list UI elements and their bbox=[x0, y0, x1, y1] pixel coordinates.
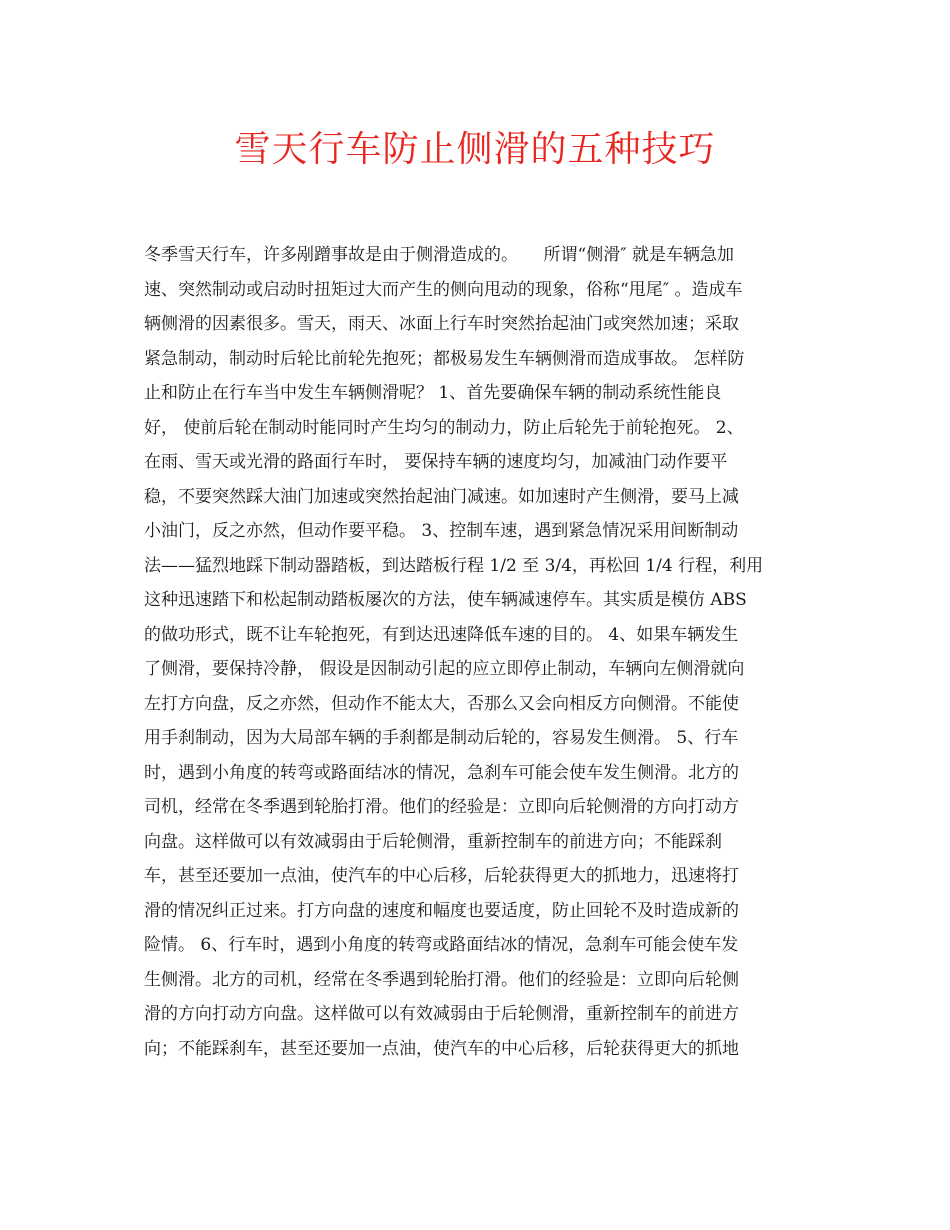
body-text-line: 这种迅速踏下和松起制动踏板屡次的方法，使车辆减速停车。其实质是模仿 ABS bbox=[144, 590, 747, 610]
body-text-line: 时，遇到小角度的转弯或路面结冰的情况，急刹车可能会使车发生侧滑。北方的 bbox=[144, 762, 739, 783]
body-text-line: 左打方向盘，反之亦然，但动作不能太大，否那么又会向相反方向侧滑。不能使 bbox=[144, 693, 739, 714]
body-text-line: 稳，不要突然踩大油门加速或突然抬起油门减速。如加速时产生侧滑，要马上减 bbox=[144, 486, 739, 507]
body-text-line: 辆侧滑的因素很多。雪天，雨天、冰面上行车时突然抬起油门或突然加速；采取 bbox=[144, 314, 739, 334]
document-body bbox=[144, 238, 804, 1066]
body-text-line: 向；不能踩刹车，甚至还要加一点油，使汽车的中心后移，后轮获得更大的抓地 bbox=[144, 1038, 739, 1059]
body-text-line: 滑的方向打动方向盘。这样做可以有效减弱由于后轮侧滑，重新控制车的前进方 bbox=[144, 1004, 739, 1024]
body-text-line: 好， 使前后轮在制动时能同时产生均匀的制动力，防止后轮先于前轮抱死。 2、 bbox=[144, 417, 744, 438]
body-text-line: 车，甚至还要加一点油，使汽车的中心后移，后轮获得更大的抓地力，迅速将打 bbox=[144, 866, 739, 886]
body-text-line: 的做功形式，既不让车轮抱死，有到达迅速降低车速的目的。 4、如果车辆发生 bbox=[144, 624, 739, 645]
body-text-line: 紧急制动，制动时后轮比前轮先抱死；都极易发生车辆侧滑而造成事故。 怎样防 bbox=[144, 348, 745, 369]
body-text-line: 了侧滑，要保持冷静， 假设是因制动引起的应立即停止制动，车辆向左侧滑就向 bbox=[144, 659, 745, 679]
body-text-line: 用手刹制动，因为大局部车辆的手刹都是制动后轮的，容易发生侧滑。 5、行车 bbox=[144, 728, 739, 748]
page-title: 雪天行车防止侧滑的五种技巧 bbox=[234, 129, 716, 170]
body-text-line: 法——猛烈地踩下制动器踏板，到达踏板行程 1/2 至 3/4，再松回 1/4 行程，利用 bbox=[144, 555, 764, 576]
body-text-line: 险情。 6、行车时，遇到小角度的转弯或路面结冰的情况，急刹车可能会使车发 bbox=[144, 935, 739, 955]
body-text-line: 生侧滑。北方的司机，经常在冬季遇到轮胎打滑。他们的经验是：立即向后轮侧 bbox=[144, 969, 739, 990]
body-text-line: 速、突然制动或启动时扭矩过大而产生的侧向甩动的现象，俗称“甩尾″ 。造成车 bbox=[144, 279, 743, 300]
body-text-line: 止和防止在行车当中发生车辆侧滑呢？ 1、首先要确保车辆的制动系统性能良 bbox=[144, 383, 722, 403]
body-text-line: 冬季雪天行车，许多剐蹭事故是由于侧滑造成的。 所谓“侧滑″ 就是车辆急加 bbox=[144, 245, 734, 265]
body-text-line: 向盘。这样做可以有效减弱由于后轮侧滑，重新控制车的前进方向；不能踩刹 bbox=[144, 831, 722, 852]
body-text-line: 小油门，反之亦然，但动作要平稳。 3、控制车速，遇到紧急情况采用间断制动 bbox=[144, 521, 739, 541]
body-text-line: 司机，经常在冬季遇到轮胎打滑。他们的经验是：立即向后轮侧滑的方向打动方 bbox=[144, 797, 739, 817]
body-text-line: 在雨、雪天或光滑的路面行车时， 要保持车辆的速度均匀，加减油门动作要平 bbox=[144, 452, 728, 472]
body-text-line: 滑的情况纠正过来。打方向盘的速度和幅度也要适度，防止回轮不及时造成新的 bbox=[144, 900, 739, 921]
